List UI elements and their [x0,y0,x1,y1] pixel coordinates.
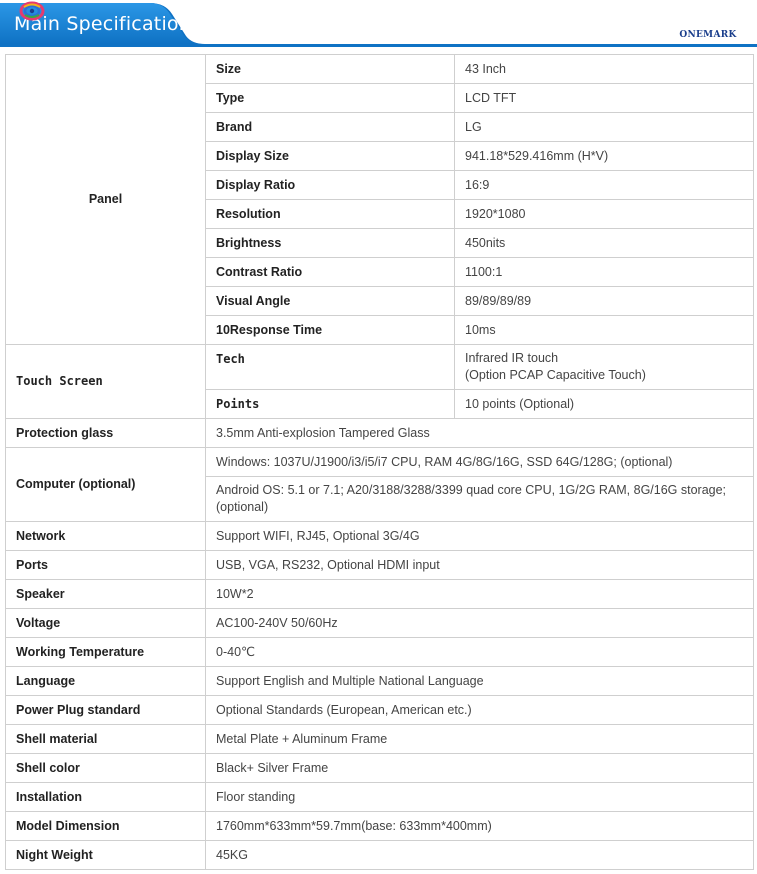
spec-key: Contrast Ratio [206,258,455,287]
spec-value: Optional Standards (European, American etc.) [206,696,754,725]
spec-value: Support English and Multiple National Language [206,667,754,696]
spec-value: 10ms [455,316,754,345]
spec-value: 10 points (Optional) [455,390,754,419]
spec-value: 45KG [206,841,754,870]
spec-value-line: (Option PCAP Capacitive Touch) [465,368,646,382]
spec-key: Speaker [6,580,206,609]
spec-value: USB, VGA, RS232, Optional HDMI input [206,551,754,580]
table-row [6,448,754,477]
table-row [6,754,754,783]
spec-key: Display Size [206,142,455,171]
spec-key: Night Weight [6,841,206,870]
spec-value: LCD TFT [455,84,754,113]
spec-key: Protection glass [6,419,206,448]
spec-value: Support WIFI, RJ45, Optional 3G/4G [206,522,754,551]
spec-key: Size [206,55,455,84]
specification-table [5,54,754,870]
spec-value: Floor standing [206,783,754,812]
spec-key: Computer (optional) [6,448,206,522]
spec-key: Points [206,390,455,419]
spec-key: Shell material [6,725,206,754]
spec-value: 0-40℃ [206,638,754,667]
table-row [6,783,754,812]
spec-key: Voltage [6,609,206,638]
header-banner [0,0,757,50]
spec-value: LG [455,113,754,142]
spec-value-line: Infrared IR touch [465,351,559,365]
spec-key: Display Ratio [206,171,455,200]
spec-value: 89/89/89/89 [455,287,754,316]
onemark-logo-icon [0,0,64,36]
spec-value: 1760mm*633mm*59.7mm(base: 633mm*400mm) [206,812,754,841]
table-row [6,667,754,696]
spec-value: 1920*1080 [455,200,754,229]
table-row [6,419,754,448]
logo-text: ONEMARK [679,30,737,40]
spec-key: 10Response Time [206,316,455,345]
table-row [6,638,754,667]
table-row [6,609,754,638]
spec-key: Working Temperature [6,638,206,667]
table-row [6,551,754,580]
spec-key: Language [6,667,206,696]
spec-key: Model Dimension [6,812,206,841]
spec-key: Network [6,522,206,551]
table-row [6,841,754,870]
spec-key: Installation [6,783,206,812]
spec-value: Android OS: 5.1 or 7.1; A20/3188/3288/3399 quad core CPU, 1G/2G RAM, 8G/16G storage; (optional) [206,477,754,522]
spec-value: AC100-240V 50/60Hz [206,609,754,638]
spec-value: Black+ Silver Frame [206,754,754,783]
spec-key: Resolution [206,200,455,229]
spec-key: Shell color [6,754,206,783]
spec-value: 1100:1 [455,258,754,287]
spec-value: Windows: 1037U/J1900/i3/i5/i7 CPU, RAM 4G/8G/16G, SSD 64G/128G; (optional) [206,448,754,477]
table-row [6,345,754,390]
spec-value: 450nits [455,229,754,258]
spec-key: Visual Angle [206,287,455,316]
spec-value: 941.18*529.416mm (H*V) [455,142,754,171]
table-row [6,725,754,754]
spec-key: Type [206,84,455,113]
page-title: Main Specification [14,13,191,35]
spec-key: Tech [206,345,455,390]
spec-key: Ports [6,551,206,580]
table-row [6,812,754,841]
spec-value: Metal Plate + Aluminum Frame [206,725,754,754]
touch-screen-label: Touch Screen [6,345,206,419]
spec-value: 3.5mm Anti-explosion Tampered Glass [206,419,754,448]
spec-key: Power Plug standard [6,696,206,725]
table-row [6,55,754,84]
table-row [6,696,754,725]
spec-key: Brightness [206,229,455,258]
spec-value: 16:9 [455,171,754,200]
spec-value: 43 Inch [455,55,754,84]
table-row [6,580,754,609]
panel-label: Panel [6,55,206,345]
table-row [6,522,754,551]
spec-value: 10W*2 [206,580,754,609]
spec-key: Brand [206,113,455,142]
